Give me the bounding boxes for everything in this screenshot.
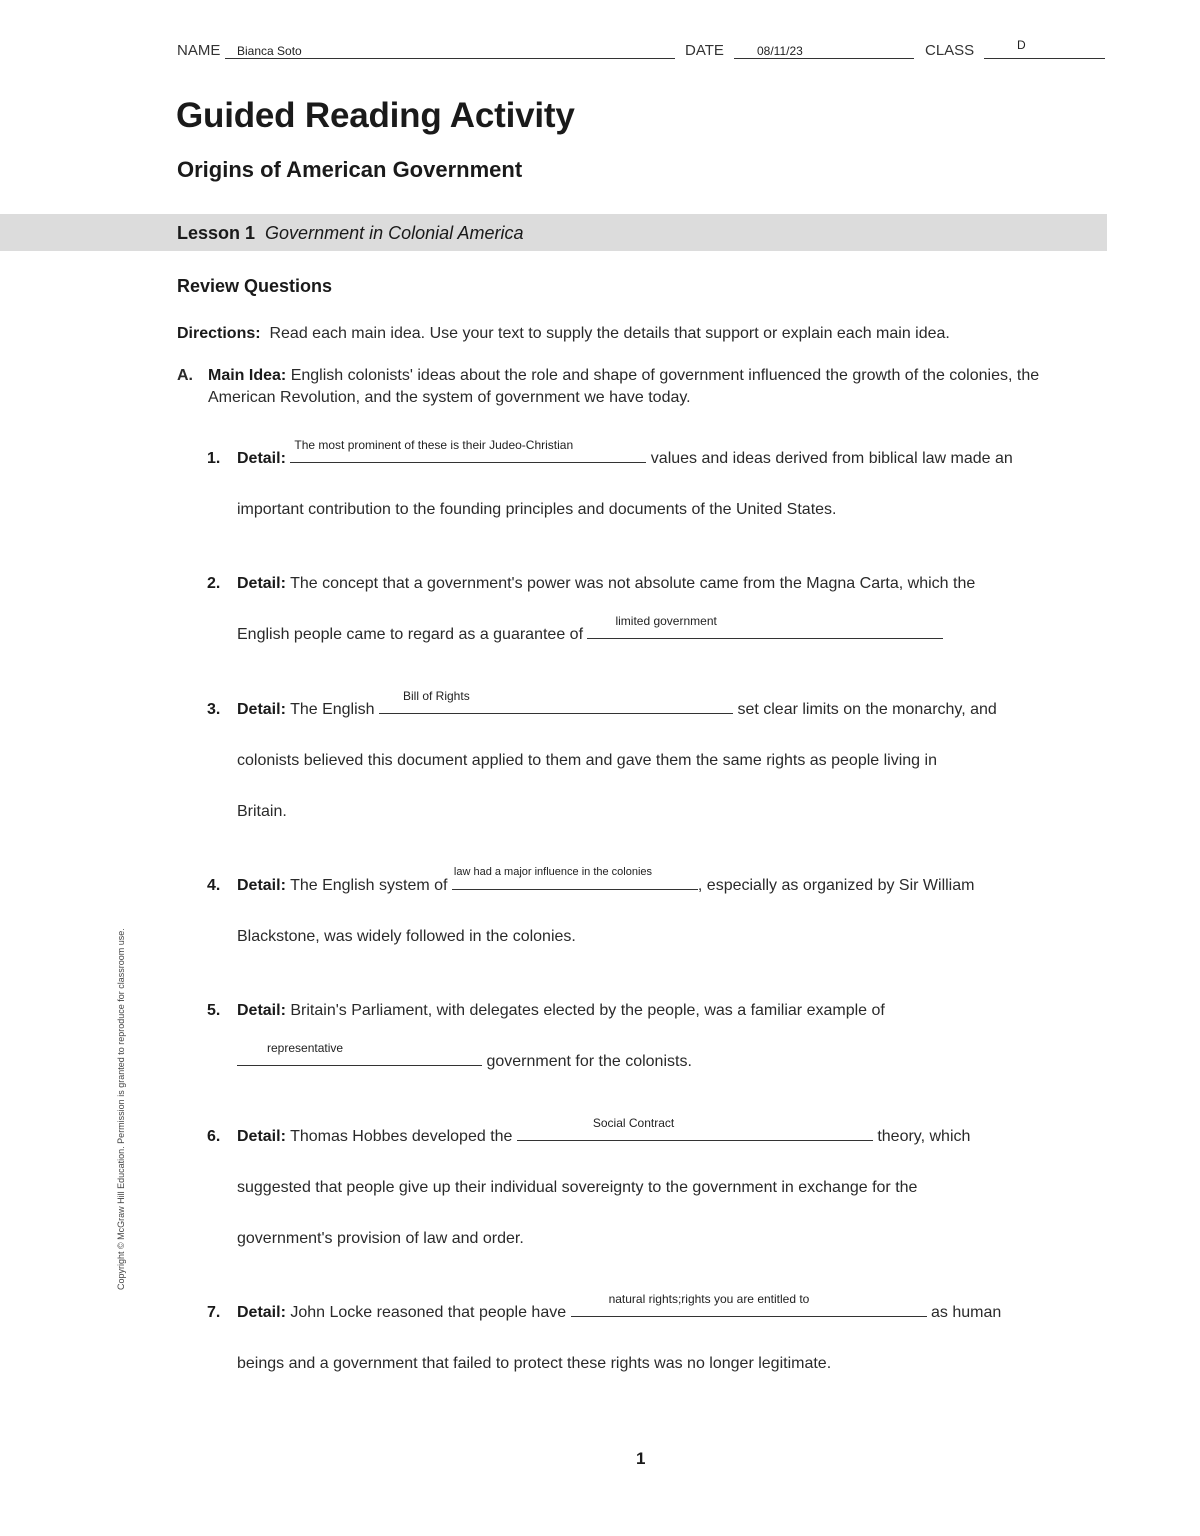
name-value: Bianca Soto: [237, 44, 302, 58]
detail-number: 2.: [207, 575, 221, 592]
answer-blank[interactable]: [237, 1041, 482, 1066]
main-idea: [177, 365, 1077, 409]
header-line: [177, 40, 1105, 64]
directions: [177, 325, 950, 343]
detail-5: [207, 985, 1107, 1087]
detail-text: , especially as organized by Sir William: [697, 877, 975, 894]
answer-text: law had a major influence in the colonies: [453, 866, 653, 878]
answer-blank[interactable]: [379, 689, 733, 714]
page-title: Guided Reading Activity: [176, 96, 575, 135]
detail-text: The English: [290, 701, 379, 718]
detail-text: John Locke reasoned that people have: [290, 1304, 571, 1321]
class-label: CLASS: [925, 42, 975, 59]
detail-number: 7.: [207, 1304, 221, 1321]
detail-text: set clear limits on the monarchy, and: [733, 701, 997, 718]
detail-number: 1.: [207, 450, 221, 467]
lesson-heading: [177, 223, 524, 244]
detail-text: Blackstone, was widely followed in the colonies.: [237, 928, 576, 945]
answer-blank[interactable]: [587, 614, 943, 639]
detail-text: suggested that people give up their individual sovereignty to the government in exchange for the: [237, 1179, 918, 1196]
class-value: D: [1017, 38, 1026, 52]
detail-label: Detail:: [237, 1128, 286, 1145]
detail-number: 3.: [207, 701, 221, 718]
answer-text: The most prominent of these is their Judeo-Christian: [294, 438, 574, 452]
lesson-name: Government in Colonial America: [265, 223, 524, 243]
detail-text: Britain.: [237, 803, 287, 820]
detail-text: government for the colonists.: [482, 1053, 692, 1070]
date-label: DATE: [685, 42, 724, 59]
detail-label: Detail:: [237, 701, 286, 718]
detail-text: beings and a government that failed to protect these rights was no longer legitimate.: [237, 1355, 832, 1372]
detail-text: The concept that a government's power was not absolute came from the Magna Carta, which the: [290, 575, 976, 592]
detail-label: Detail:: [237, 1002, 286, 1019]
answer-text: natural rights;rights you are entitled to: [608, 1292, 810, 1306]
detail-text: theory, which: [872, 1128, 971, 1145]
detail-text: as human: [926, 1304, 1002, 1321]
main-idea-letter: A.: [177, 367, 193, 384]
date-value: 08/11/23: [757, 44, 803, 58]
detail-4: [207, 860, 1107, 962]
answer-text: Social Contract: [592, 1116, 675, 1130]
detail-text: The English system of: [290, 877, 452, 894]
detail-3: [207, 684, 1107, 837]
directions-label: Directions:: [177, 325, 261, 342]
main-idea-text: English colonists' ideas about the role and shape of government influenced the growth of the colonies, the American Revolution, and the system of government we have today.: [208, 367, 1040, 406]
answer-blank[interactable]: [571, 1292, 927, 1317]
copyright-notice: Copyright © McGraw Hill Education. Permission is granted to reproduce for classroom use.: [116, 928, 126, 1290]
answer-blank[interactable]: [517, 1116, 873, 1141]
answer-text: representative: [267, 1041, 344, 1055]
detail-7: [207, 1287, 1107, 1389]
detail-text: government's provision of law and order.: [237, 1230, 524, 1247]
detail-text: important contribution to the founding principles and documents of the United States.: [237, 501, 837, 518]
directions-text: Read each main idea. Use your text to supply the details that support or explain each main idea.: [269, 325, 950, 342]
detail-label: Detail:: [237, 575, 286, 592]
detail-text: values and ideas derived from biblical law made an: [646, 450, 1013, 467]
main-idea-label: Main Idea:: [208, 367, 287, 384]
detail-number: 5.: [207, 1002, 221, 1019]
detail-text: Britain's Parliament, with delegates elected by the people, was a familiar example of: [290, 1002, 885, 1019]
detail-6: [207, 1111, 1107, 1264]
lesson-label: Lesson 1: [177, 223, 256, 243]
detail-label: Detail:: [237, 877, 286, 894]
answer-blank[interactable]: [290, 438, 646, 463]
answer-text: limited government: [615, 614, 717, 628]
detail-text: English people came to regard as a guarantee of: [237, 626, 588, 643]
detail-1: [207, 433, 1107, 535]
detail-number: 6.: [207, 1128, 221, 1145]
review-heading: Review Questions: [177, 276, 333, 296]
detail-label: Detail:: [237, 450, 286, 467]
detail-label: Detail:: [237, 1304, 286, 1321]
detail-2: [207, 558, 1107, 660]
class-field[interactable]: [984, 40, 1105, 59]
detail-text: colonists believed this document applied to them and gave them the same rights as people living in: [237, 752, 937, 769]
lesson-band: [0, 214, 1107, 251]
answer-text: Bill of Rights: [403, 689, 470, 703]
page-subtitle: Origins of American Government: [177, 157, 523, 182]
name-label: NAME: [177, 42, 221, 59]
answer-blank[interactable]: [452, 866, 698, 890]
page-number: 1: [636, 1449, 646, 1468]
detail-number: 4.: [207, 877, 221, 894]
detail-text: Thomas Hobbes developed the: [290, 1128, 517, 1145]
